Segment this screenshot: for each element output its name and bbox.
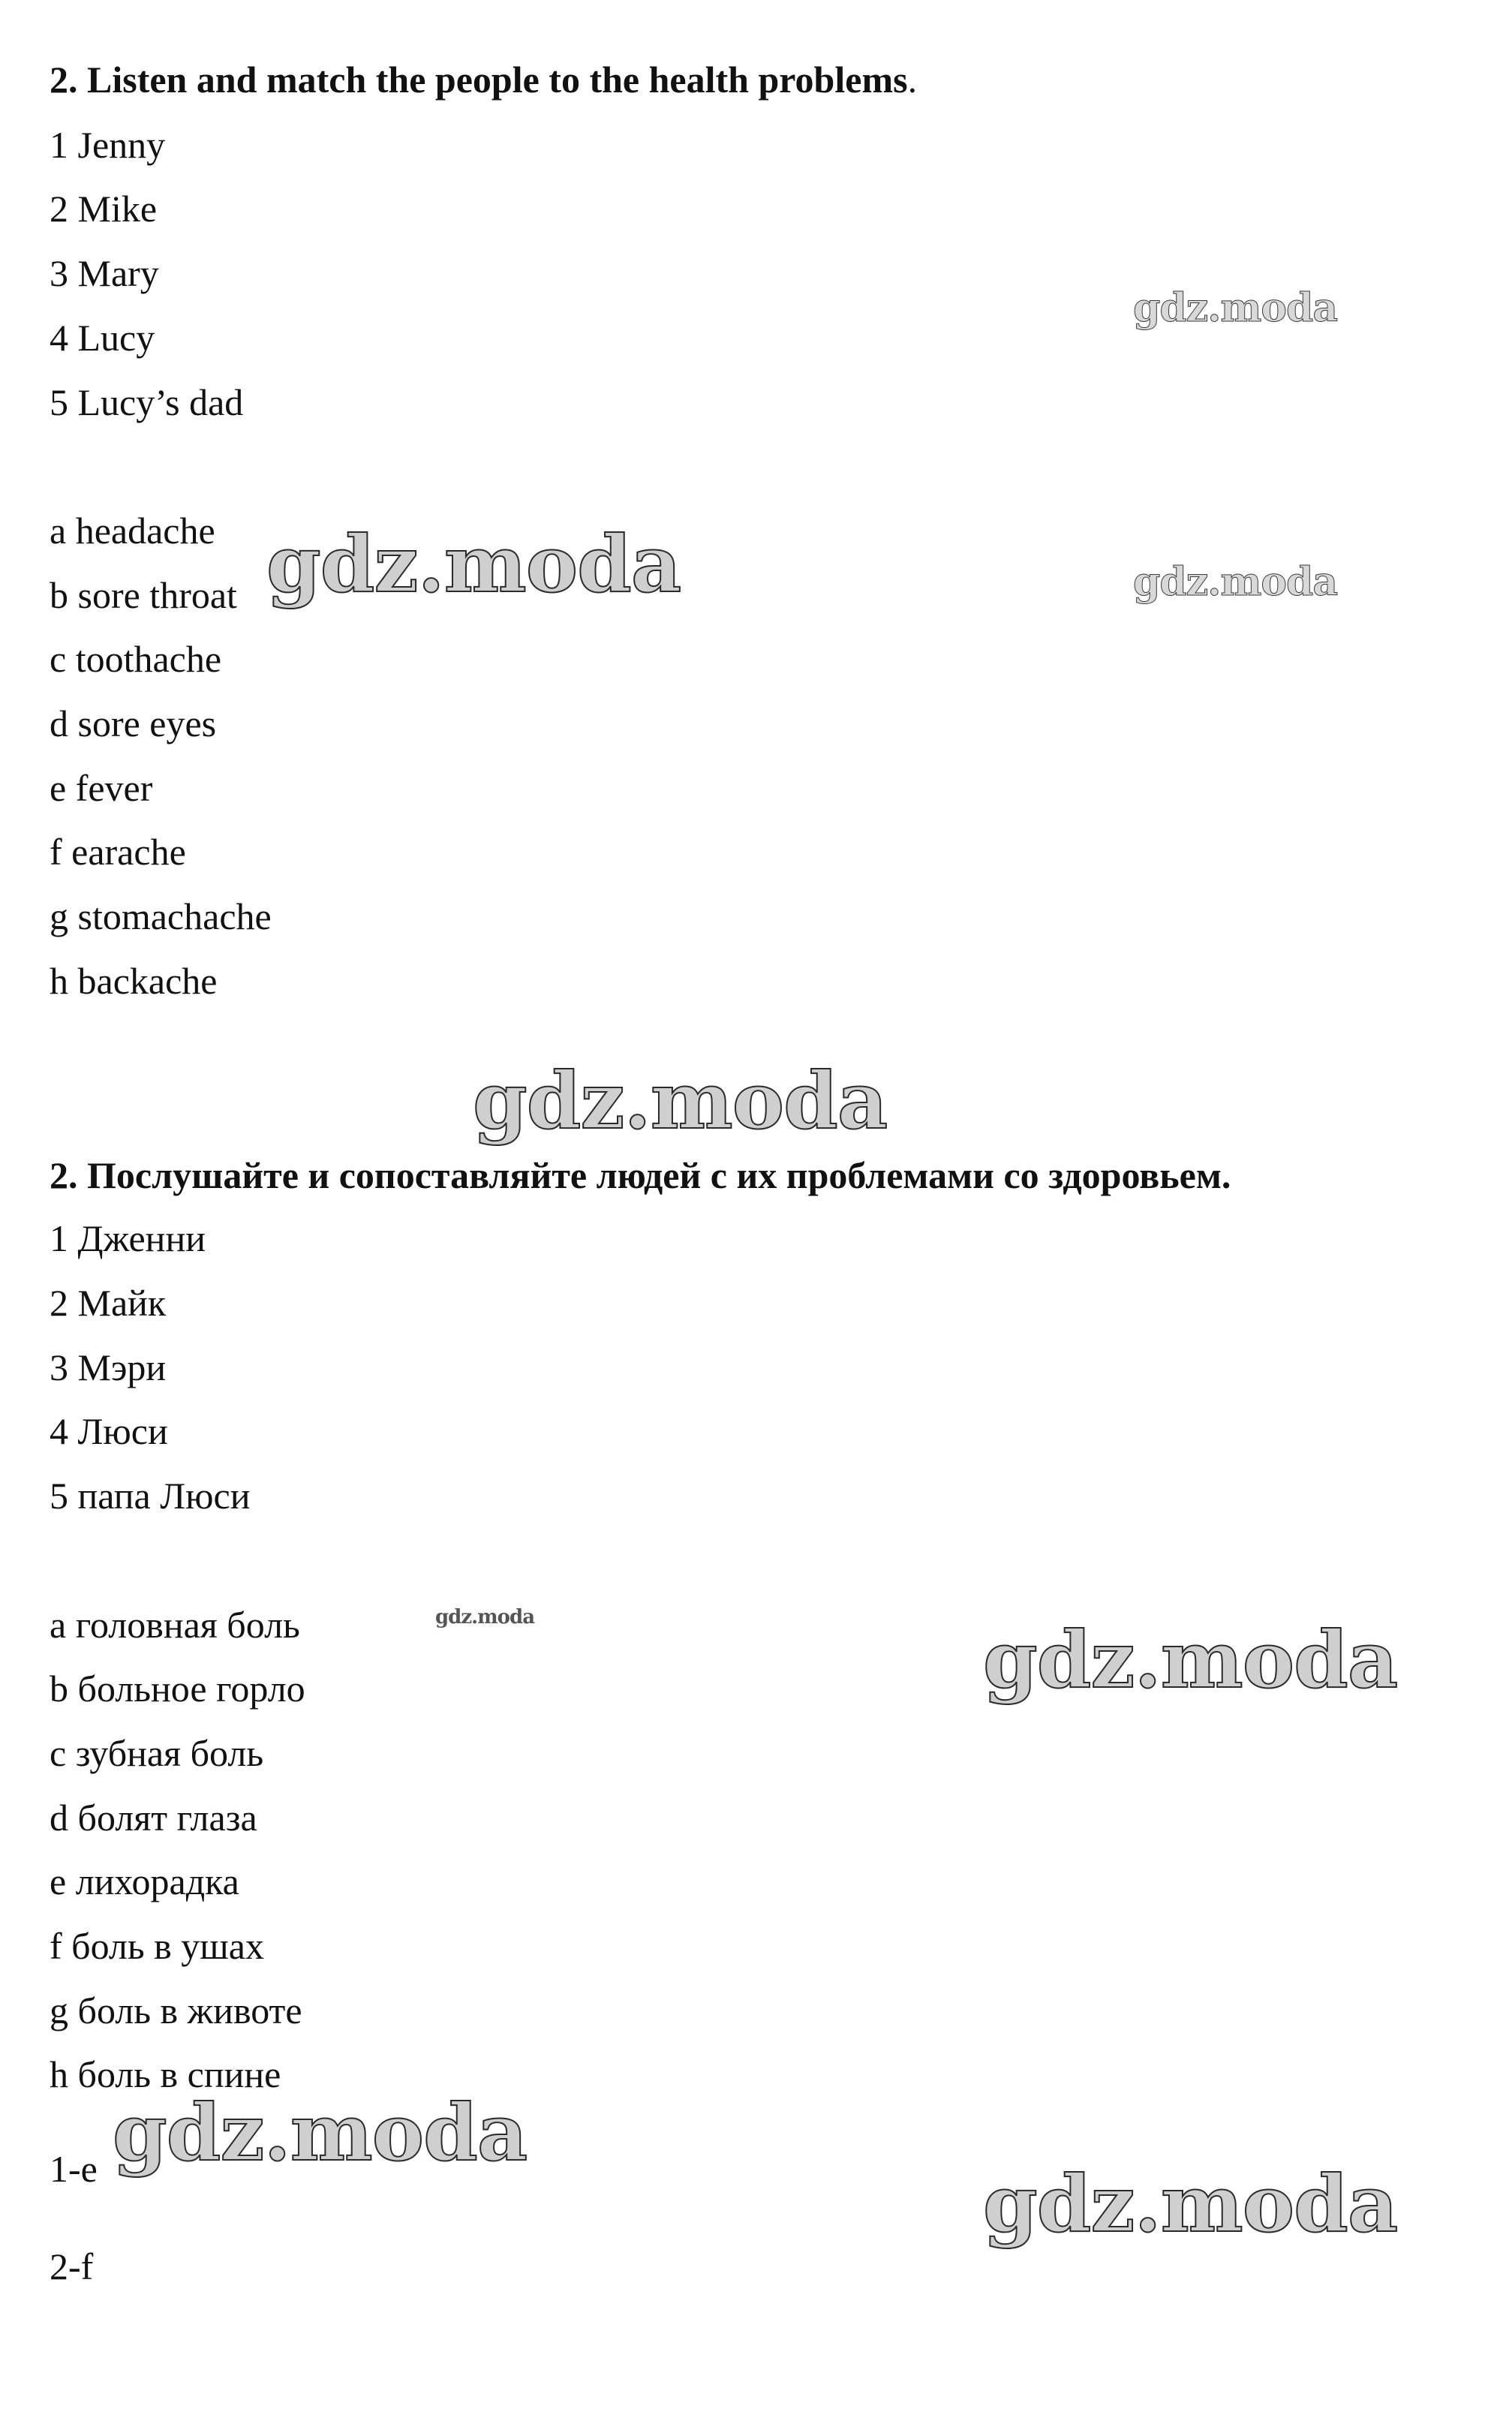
exercise-heading-en [50,57,917,102]
problem-item: a headache [50,510,215,552]
person-item: 3 Mary [50,252,159,294]
heading-end-en: . [907,59,918,101]
problem-item: g stomachache [50,895,272,937]
problem-item: b sore throat [50,574,237,616]
person-item-ru: 3 Мэри [50,1346,167,1388]
person-item-ru: 2 Майк [50,1282,167,1324]
problem-item: h backache [50,960,218,1002]
watermark: gdz.moda [1133,285,1338,331]
person-item: 2 Mike [50,188,158,230]
answer-item: 2-f [50,2245,94,2287]
exercise-heading-ru: 2. Послушайте и сопоставляйте людей с их проблемами со здоровьем. [50,1154,1231,1196]
watermark: gdz.moda [473,1054,888,1147]
problem-item-ru: c зубная боль [50,1732,264,1774]
watermark: gdz.moda [266,518,681,610]
heading-text-en: Listen and match the people to the health problems [87,59,908,101]
answer-item: 1-e [50,2148,98,2190]
watermark: gdz.moda [113,2086,528,2179]
problem-item-ru: h боль в спине [50,2053,281,2095]
watermark: gdz.moda [435,1606,535,1629]
person-item-ru: 5 папа Люси [50,1475,251,1517]
watermark: gdz.moda [983,2158,1398,2250]
watermark: gdz.moda [1133,559,1338,605]
problem-item: f earache [50,831,186,873]
problem-item: d sore eyes [50,702,217,744]
watermark: gdz.moda [983,1614,1398,1706]
problem-item-ru: e лихорадка [50,1860,239,1902]
problem-item: e fever [50,767,153,809]
problem-item-ru: b больное горло [50,1668,305,1710]
problem-item: c toothache [50,638,222,680]
person-item-ru: 1 Дженни [50,1217,206,1259]
problem-item-ru: g боль в животе [50,1989,302,2032]
person-item: 5 Lucy’s dad [50,381,244,423]
heading-number-en-inline: 2. [50,59,87,101]
problem-item-ru: d болят глаза [50,1797,257,1839]
person-item: 1 Jenny [50,124,166,166]
problem-item-ru: a головная боль [50,1604,300,1646]
problem-item-ru: f боль в ушах [50,1925,264,1967]
person-item-ru: 4 Люси [50,1410,168,1452]
person-item: 4 Lucy [50,317,155,359]
